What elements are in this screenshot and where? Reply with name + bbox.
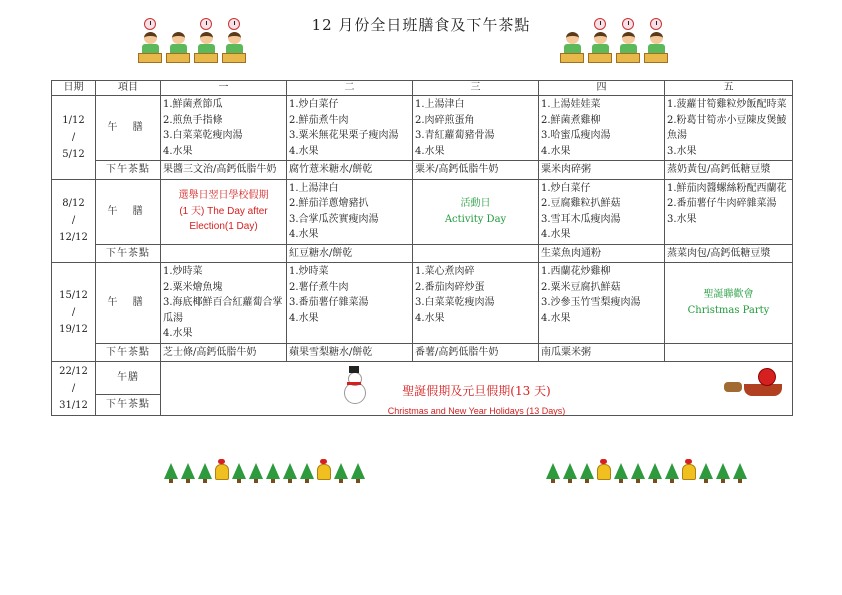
week3-wed-lunch: 1.菜心煮肉碎 2.番茄肉碎炒蛋 3.白菜菜乾瘦肉湯 4.水果: [413, 263, 539, 344]
christmas-decoration-left: [164, 463, 365, 483]
week3-tue-tea: 蘋果雪梨糖水/餅乾: [287, 343, 413, 362]
week2-tea-label: 下午茶點: [96, 244, 161, 263]
week1-wed-tea: 粟米/高鈣低脂牛奶: [413, 161, 539, 180]
student-icon: [560, 18, 584, 64]
tree-icon: [733, 463, 747, 479]
tree-icon: [266, 463, 280, 479]
week2-fri-lunch: 1.鮮茄肉醬螺絲粉配西蘭花 2.番茄薯仔牛肉碎雜菜湯 3.水果: [665, 179, 793, 244]
week3-thu-lunch: 1.西蘭花炒雞柳 2.粟米豆腐扒鮮菇 3.沙參玉竹雪梨瘦肉湯 4.水果: [539, 263, 665, 344]
week2-lunch-row: [52, 179, 793, 244]
week1-mon-lunch: 1.鮮菌煮節瓜 2.煎魚手指條 3.白菜菜乾瘦肉湯 4.水果: [161, 96, 287, 161]
holiday-title: 聖誕假期及元旦假期(13 天): [402, 384, 551, 398]
week4-lunch-label: 午膳: [96, 362, 161, 395]
week3-wed-tea: 番薯/高鈣低脂牛奶: [413, 343, 539, 362]
week1-tea-row: [52, 161, 793, 180]
week1-lunch-row: [52, 96, 793, 161]
week2-date: 8/12 / 12/12: [52, 179, 96, 263]
student-icon: [588, 18, 612, 64]
week2-wed-activity: 活動日 Activity Day: [413, 179, 539, 244]
week1-lunch-label: 午 膳: [96, 96, 161, 161]
student-icon: [616, 18, 640, 64]
student-icon: [166, 18, 190, 64]
tree-icon: [351, 463, 365, 479]
student-icon: [222, 18, 246, 64]
kids-illustration-right: [560, 18, 668, 64]
week2-tue-lunch: 1.上湯津白 2.鮮茄洋蔥燴豬扒 3.合掌瓜茨實瘦肉湯 4.水果: [287, 179, 413, 244]
tree-icon: [181, 463, 195, 479]
week3-tea-row: [52, 343, 793, 362]
tree-icon: [546, 463, 560, 479]
bell-icon: [215, 464, 229, 480]
week2-thu-tea: 生菜魚肉通粉: [539, 244, 665, 263]
header-item: 項目: [96, 81, 161, 96]
student-icon: [194, 18, 218, 64]
tree-icon: [580, 463, 594, 479]
tree-icon: [164, 463, 178, 479]
tree-icon: [614, 463, 628, 479]
student-icon: [138, 18, 162, 64]
tree-icon: [563, 463, 577, 479]
week4-tea-label: 下午茶點: [96, 395, 161, 416]
week1-thu-lunch: 1.上湯娃娃菜 2.鮮菌煮雞柳 3.哈蜜瓜瘦肉湯 4.水果: [539, 96, 665, 161]
bell-icon: [682, 464, 696, 480]
header-wed: 三: [413, 81, 539, 96]
tree-icon: [249, 463, 263, 479]
week3-mon-lunch: 1.炒時菜 2.粟米燴魚塊 3.海底椰鮮百合紅蘿蔔合掌瓜湯 4.水果: [161, 263, 287, 344]
week3-date: 15/12 / 19/12: [52, 263, 96, 362]
tree-icon: [716, 463, 730, 479]
header-row: [52, 81, 793, 96]
bell-icon: [317, 464, 331, 480]
week2-mon-holiday: 選舉日翌日學校假期 (1 天) The Day after Election(1 Day): [161, 179, 287, 244]
header-tue: 二: [287, 81, 413, 96]
tree-icon: [283, 463, 297, 479]
tree-icon: [631, 463, 645, 479]
week2-thu-lunch: 1.炒白菜仔 2.豆腐雞粒扒鮮菇 3.雪耳木瓜瘦肉湯 4.水果: [539, 179, 665, 244]
holiday-banner: [161, 362, 793, 416]
week2-wed-tea: [413, 244, 539, 263]
week2-lunch-label: 午 膳: [96, 179, 161, 244]
kids-illustration-left: [138, 18, 246, 64]
student-icon: [644, 18, 668, 64]
tree-icon: [665, 463, 679, 479]
header-fri: 五: [665, 81, 793, 96]
bell-icon: [597, 464, 611, 480]
week1-tue-tea: 腐竹薏米糖水/餅乾: [287, 161, 413, 180]
header-mon: 一: [161, 81, 287, 96]
week3-lunch-row: [52, 263, 793, 344]
week2-mon-tea: [161, 244, 287, 263]
week2-fri-tea: 蒸菜肉包/高鈣低糖豆漿: [665, 244, 793, 263]
week1-tea-label: 下午茶點: [96, 161, 161, 180]
week3-lunch-label: 午 膳: [96, 263, 161, 344]
tree-icon: [334, 463, 348, 479]
week3-fri-tea: [665, 343, 793, 362]
tree-icon: [198, 463, 212, 479]
page-title: 12 月份全日班膳食及下午茶點: [311, 16, 531, 34]
week4-date: 22/12 / 31/12: [52, 362, 96, 416]
week2-tea-row: [52, 244, 793, 263]
week4-lunch-row: [52, 362, 793, 395]
tree-icon: [232, 463, 246, 479]
week3-mon-tea: 芝士條/高鈣低脂牛奶: [161, 343, 287, 362]
week2-tue-tea: 紅豆糖水/餅乾: [287, 244, 413, 263]
header-date: 日期: [52, 81, 96, 96]
header-thu: 四: [539, 81, 665, 96]
holiday-english: Christmas and New Year Holidays (13 Days): [387, 406, 566, 416]
menu-table: [51, 80, 793, 416]
tree-icon: [699, 463, 713, 479]
week1-fri-tea: 蒸奶黃包/高鈣低糖豆漿: [665, 161, 793, 180]
week3-thu-tea: 南瓜粟米粥: [539, 343, 665, 362]
week1-thu-tea: 粟米肉碎粥: [539, 161, 665, 180]
tree-icon: [648, 463, 662, 479]
christmas-decoration-right: [546, 463, 747, 483]
week1-tue-lunch: 1.炒白菜仔 2.鮮茄煮牛肉 3.粟米無花果栗子瘦肉湯 4.水果: [287, 96, 413, 161]
tree-icon: [300, 463, 314, 479]
week1-wed-lunch: 1.上湯津白 2.肉碎煎蛋角 3.青紅蘿蔔豬骨湯 4.水果: [413, 96, 539, 161]
week1-date: 1/12 / 5/12: [52, 96, 96, 180]
week3-tue-lunch: 1.炒時菜 2.薯仔煮牛肉 3.番茄薯仔雜菜湯 4.水果: [287, 263, 413, 344]
week3-fri-party: 聖誕聯歡會 Christmas Party: [665, 263, 793, 344]
week1-mon-tea: 果醬三文治/高鈣低脂牛奶: [161, 161, 287, 180]
week1-fri-lunch: 1.菠蘿甘筍雞粒炒飯配時菜 2.粉葛甘筍赤小豆陳皮煲鯪魚湯 3.水果: [665, 96, 793, 161]
week3-tea-label: 下午茶點: [96, 343, 161, 362]
